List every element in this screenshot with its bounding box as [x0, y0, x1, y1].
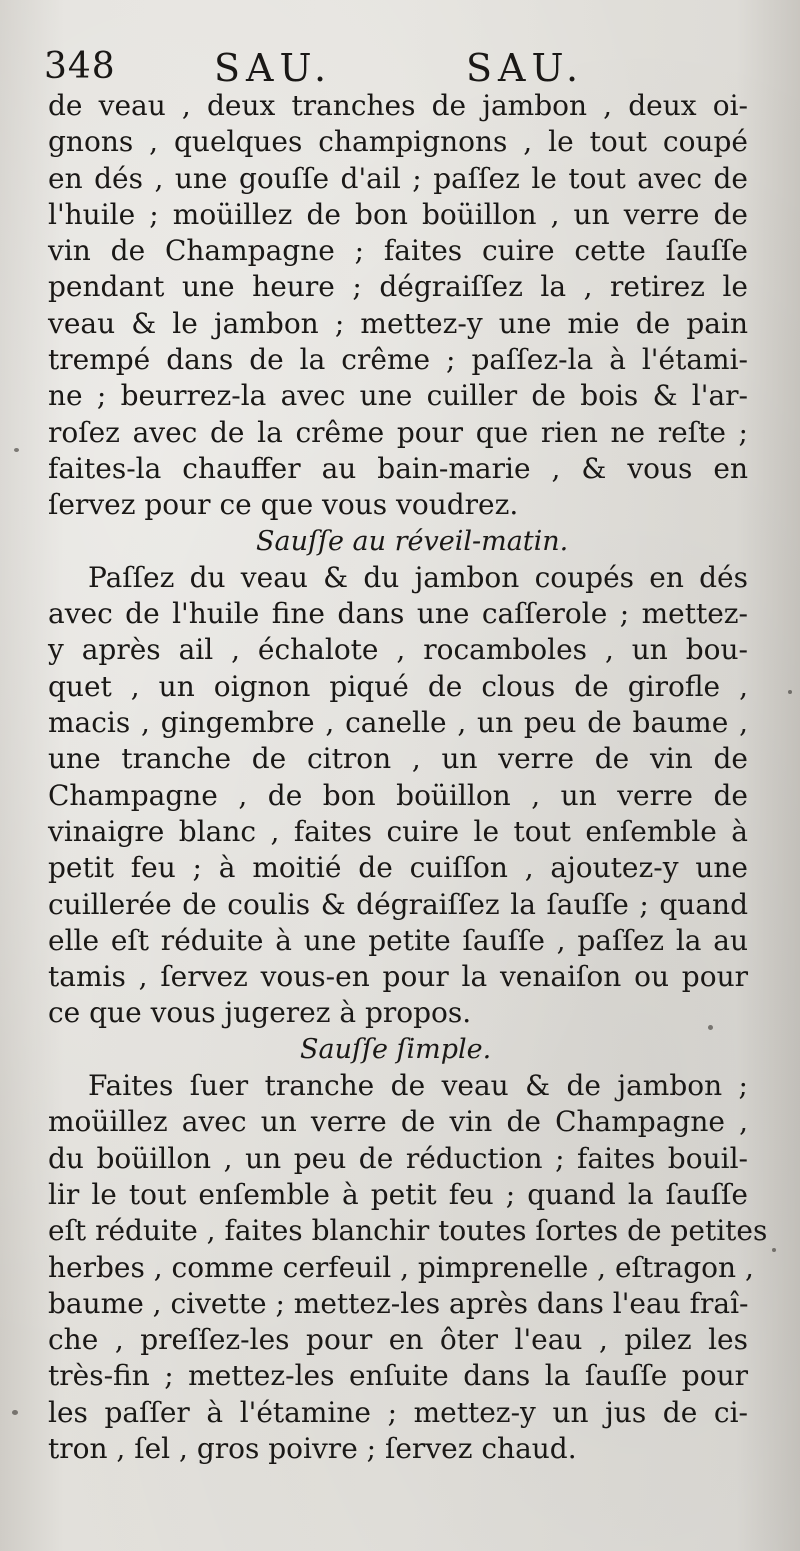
text-line: lir le tout enſemble à petit feu ; quand la ſauſſe	[48, 1177, 748, 1211]
text-line: faites-la chauffer au bain-marie , & vous en	[48, 451, 748, 485]
text-line: tron , ſel , gros poivre ; ſervez chaud.	[48, 1431, 577, 1465]
ink-speck	[12, 1410, 18, 1415]
text-line: roſez avec de la crême pour que rien ne reſte ;	[48, 415, 748, 449]
text-line: en dés , une gouſſe d'ail ; paſſez le tout avec de	[48, 161, 748, 195]
text-line: ne ; beurrez-la avec une cuiller de bois & l'ar-	[48, 379, 748, 413]
running-title-left: SAU.	[214, 46, 333, 90]
text-line: ce que vous jugerez à propos.	[48, 996, 472, 1030]
text-line: y après ail , échalote , rocamboles , un bou-	[48, 633, 748, 667]
text-line: veau & le jambon ; mettez-y une mie de pain	[48, 306, 748, 340]
text-line: macis , gingembre , canelle , un peu de baume ,	[48, 706, 748, 740]
text-line: petit feu ; à moitié de cuiſſon , ajoutez-y une	[48, 851, 748, 885]
text-line: Faites ſuer tranche de veau & de jambon ;	[88, 1069, 748, 1103]
text-line: ſervez pour ce que vous voudrez.	[48, 488, 519, 522]
ink-speck	[708, 1025, 713, 1030]
text-line: trempé dans de la crême ; paſſez-la à l'étami-	[48, 343, 748, 377]
recipe-heading-sauce-simple: Sauſſe ſimple.	[300, 1033, 492, 1065]
text-line: Champagne , de bon boüillon , un verre de	[48, 778, 748, 812]
text-line: tamis , ſervez vous-en pour la venaiſon ou pour	[48, 960, 748, 994]
text-line: avec de l'huile fine dans une caſſerole ; mettez-	[48, 597, 748, 631]
recipe-heading-reveil-matin: Sauſſe au réveil-matin.	[256, 525, 569, 557]
text-line: du boüillon , un peu de réduction ; faites bouil-	[48, 1141, 748, 1175]
text-line: herbes , comme cerfeuil , pimprenelle , eſtragon ,	[48, 1250, 754, 1284]
text-line: eſt réduite , faites blanchir toutes ſortes de petites	[48, 1214, 768, 1248]
ink-speck	[14, 448, 19, 452]
text-line: l'huile ; moüillez de bon boüillon , un verre de	[48, 197, 748, 231]
text-line: pendant une heure ; dégraiſſez la , retirez le	[48, 270, 748, 304]
text-line: Paſſez du veau & du jambon coupés en dés	[88, 560, 748, 594]
text-line: gnons , quelques champignons , le tout coupé	[48, 125, 748, 159]
text-line: très-fin ; mettez-les enſuite dans la ſauſſe pour	[48, 1359, 748, 1393]
page-number: 348	[44, 46, 116, 87]
text-line: les paſſer à l'étamine ; mettez-y un jus de ci-	[48, 1395, 748, 1429]
text-line: moüillez avec un verre de vin de Champagne ,	[48, 1105, 748, 1139]
text-line: che , preſſez-les pour en ôter l'eau , pilez les	[48, 1323, 748, 1357]
ink-speck	[772, 1248, 776, 1252]
text-line: cuillerée de coulis & dégraiſſez la ſauſſe ; quand	[48, 887, 748, 921]
text-line: baume , civette ; mettez-les après dans l'eau fraî-	[48, 1286, 749, 1320]
text-line: quet , un oignon piqué de clous de girofle ,	[48, 669, 748, 703]
text-line: vin de Champagne ; faites cuire cette ſauſſe	[48, 234, 748, 268]
text-line: vinaigre blanc , faites cuire le tout enſemble à	[48, 814, 748, 848]
text-line: elle eſt réduite à une petite ſauſſe , paſſez la au	[48, 923, 748, 957]
text-line: une tranche de citron , un verre de vin de	[48, 742, 748, 776]
text-line: de veau , deux tranches de jambon , deux oi-	[48, 89, 748, 122]
running-title-right: SAU.	[466, 46, 585, 90]
ink-speck	[788, 690, 792, 694]
recipe-text	[48, 88, 768, 1467]
